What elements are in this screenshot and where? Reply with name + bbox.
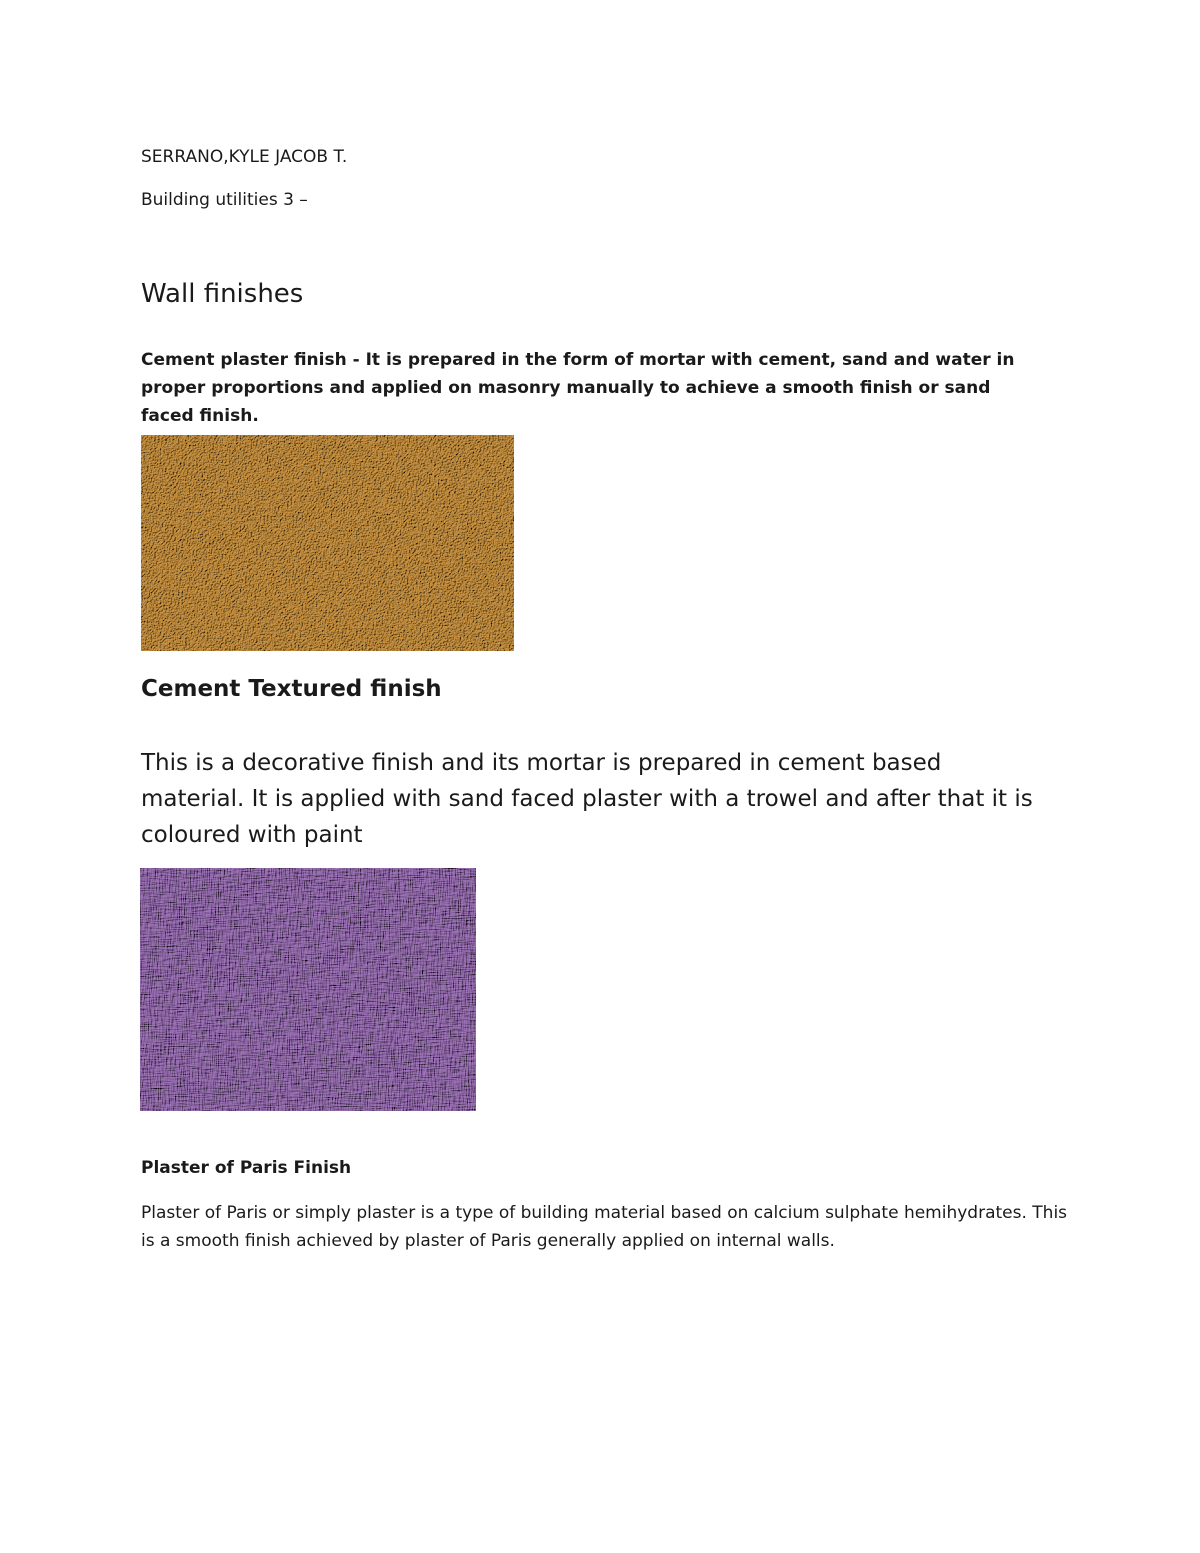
cement-plaster-heading: Cement plaster finish - [141,350,366,370]
cement-textured-texture-image [140,868,476,1111]
cement-textured-body: This is a decorative finish and its mortar is prepared in cement based material. It is applied with sand faced plaster with a trowel and after that it is coloured with paint [141,750,1033,848]
cement-plaster-paragraph [141,346,1041,430]
sand-texture-graphic [141,435,514,651]
plaster-of-paris-heading: Plaster of Paris Finish [141,1158,352,1178]
plaster-of-paris-body: Plaster of Paris or simply plaster is a type of building material based on calcium sulphate hemihydrates. This is a smooth finish achieved by plaster of Paris generally applied on internal walls. [141,1203,1068,1251]
cement-plaster-body: It is prepared in the form of mortar with cement, sand and water in proper proportions and applied on masonry manually to achieve a smooth finish or sand faced finish. [141,350,1015,426]
cement-textured-heading: Cement Textured finish [141,676,442,702]
author-name: SERRANO,KYLE JACOB T. [141,147,348,167]
linen-texture-graphic [140,868,476,1111]
document-title: Wall finishes [141,279,304,309]
course-name: Building utilities 3 – [141,190,308,210]
cement-plaster-texture-image [141,435,514,651]
